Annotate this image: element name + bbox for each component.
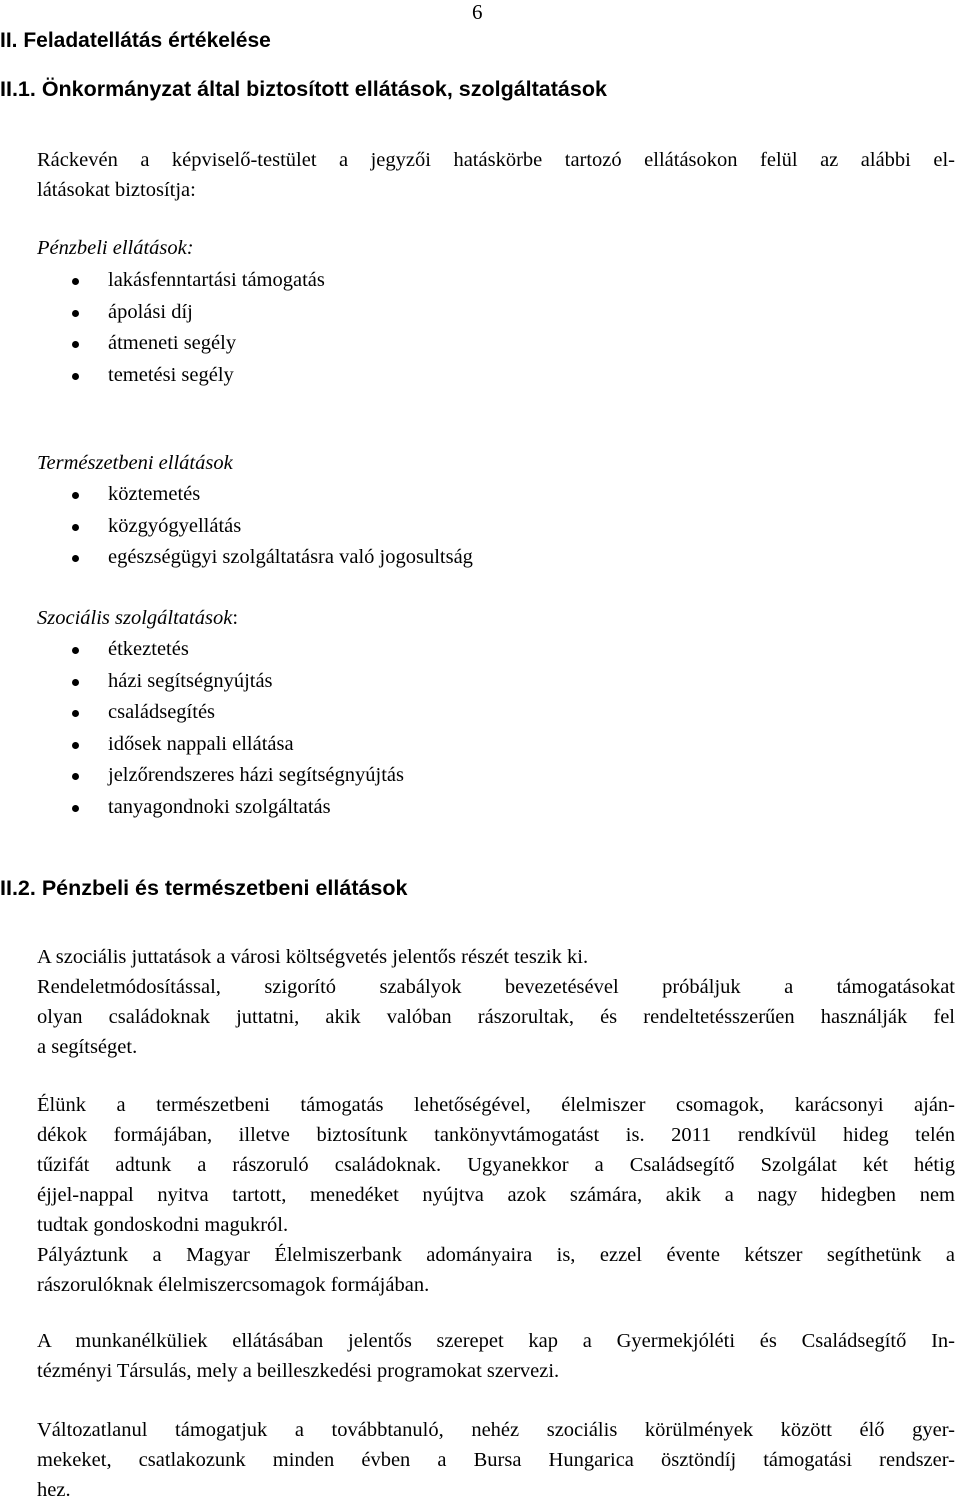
intro-paragraph (37, 145, 955, 205)
bullet-icon (72, 805, 79, 812)
bullet-icon (72, 310, 79, 317)
bullet-icon (72, 647, 79, 654)
social-services-list (37, 634, 404, 823)
in-kind-benefits-list (37, 479, 473, 574)
subsection-2-title: II.2. Pénzbeli és természetbeni ellátások (0, 876, 408, 900)
paragraph-scholarship (37, 1415, 955, 1505)
paragraph-line: tűzifát adtunk a rászoruló családoknak. Ugyanekkor a Családsegítő Szolgálat két hétig (37, 1154, 955, 1176)
bullet-icon (72, 679, 79, 686)
bullet-icon (72, 555, 79, 562)
paragraph-line: olyan családoknak juttatni, akik valóban rászorultak, és rendeltetésszerűen használják fel (37, 1006, 955, 1028)
paragraph-in-kind-support (37, 1090, 955, 1300)
bullet-icon (72, 341, 79, 348)
paragraph-line: Élünk a természetbeni támogatás lehetőségével, élelmiszer csomagok, karácsonyi aján- (37, 1094, 955, 1116)
group-heading-text: Szociális szolgáltatások (37, 607, 233, 629)
paragraph-line: a segítséget. (37, 1036, 138, 1058)
list-item: egészségügyi szolgáltatásra való jogosultság (37, 542, 473, 574)
list-item: jelzőrendszeres házi segítségnyújtás (37, 760, 404, 792)
bullet-icon (72, 710, 79, 717)
paragraph-line: rászorulóknak élelmiszercsomagok formájában. (37, 1274, 430, 1296)
list-item: tanyagondnoki szolgáltatás (37, 792, 404, 824)
paragraph-line: tézményi Társulás, mely a beilleszkedési programokat szervezi. (37, 1360, 560, 1382)
list-item: köztemetés (37, 479, 473, 511)
group-heading-cash-benefits: Pénzbeli ellátások: (37, 237, 194, 259)
subsection-1-title: II.1. Önkormányzat által biztosított ellátások, szolgáltatások (0, 77, 607, 101)
paragraph-line: hez. (37, 1479, 71, 1501)
list-item: ápolási díj (37, 297, 325, 329)
section-heading: II. Feladatellátás értékelése (0, 29, 271, 52)
list-item: házi segítségnyújtás (37, 666, 404, 698)
list-item: temetési segély (37, 360, 325, 392)
intro-line: látásokat biztosítja: (37, 179, 196, 201)
bullet-icon (72, 742, 79, 749)
group-heading-colon: : (232, 607, 239, 629)
paragraph-line: dékok formájában, illetve biztosítunk tankönyvtámogatást is. 2011 rendkívül hideg telén (37, 1124, 955, 1146)
paragraph-line: Pályáztunk a Magyar Élelmiszerbank adományaira is, ezzel évente kétszer segíthetünk a (37, 1244, 955, 1266)
bullet-icon (72, 278, 79, 285)
page-number: 6 (472, 0, 483, 24)
list-item: étkeztetés (37, 634, 404, 666)
group-heading-in-kind-benefits: Természetbeni ellátások (37, 452, 233, 474)
group-heading-social-services (37, 603, 238, 633)
list-item: közgyógyellátás (37, 511, 473, 543)
paragraph-line: Rendeletmódosítással, szigorító szabályok bevezetésével próbáljuk a támogatásokat (37, 976, 955, 998)
intro-line: Ráckevén a képviselő-testület a jegyzői hatáskörbe tartozó ellátásokon felül az alábbi el- (37, 149, 955, 171)
paragraph-line: Változatlanul támogatjuk a továbbtanuló, nehéz szociális körülmények között élő gyer- (37, 1419, 955, 1441)
paragraph-line: éjjel-nappal nyitva tartott, menedéket nyújtva azok számára, akik a nagy hidegben nem (37, 1184, 955, 1206)
paragraph-line: mekeket, csatlakozunk minden évben a Bursa Hungarica ösztöndíj támogatási rendszer- (37, 1449, 955, 1471)
paragraph-social-budget (37, 942, 955, 1062)
list-item: átmeneti segély (37, 328, 325, 360)
list-item: családsegítés (37, 697, 404, 729)
paragraph-unemployed-support (37, 1326, 955, 1386)
bullet-icon (72, 373, 79, 380)
list-item: lakásfenntartási támogatás (37, 265, 325, 297)
paragraph-line: A szociális juttatások a városi költségvetés jelentős részét teszik ki. (37, 946, 589, 968)
cash-benefits-list (37, 265, 325, 391)
paragraph-line: A munkanélküliek ellátásában jelentős szerepet kap a Gyermekjóléti és Családsegítő In- (37, 1330, 955, 1352)
paragraph-line: tudtak gondoskodni magukról. (37, 1214, 289, 1236)
list-item: idősek nappali ellátása (37, 729, 404, 761)
bullet-icon (72, 524, 79, 531)
bullet-icon (72, 773, 79, 780)
bullet-icon (72, 492, 79, 499)
